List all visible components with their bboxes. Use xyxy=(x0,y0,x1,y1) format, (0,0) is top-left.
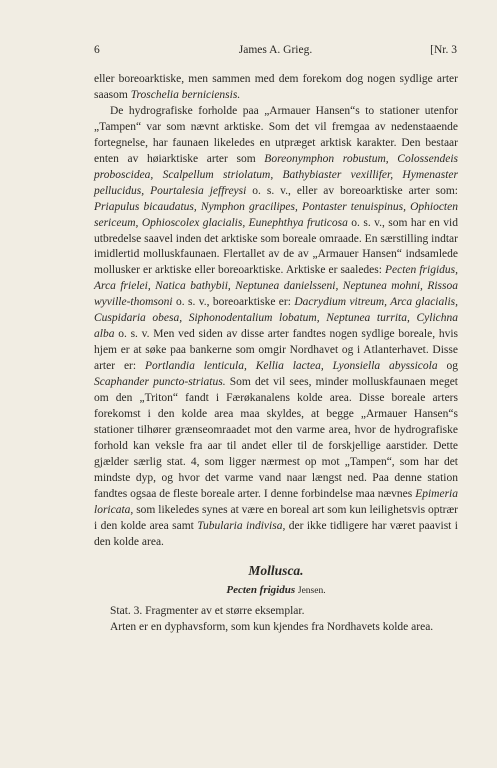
italic-taxon-run: Troschelia berniciensis. xyxy=(130,88,241,101)
text-run: o. s. v., som har en vid utbredelse saavel inden det arktiske som boreale omraade. En særstilling indtar imidlertid molluskfaunaen. Flertallet av de av „Armauer Hansen“ indsamlede mollusker er arktiske eller boreoarktiske. Arktiske er saaledes: xyxy=(94,216,458,277)
paragraph-1 xyxy=(94,72,458,104)
body-text xyxy=(94,72,458,636)
page-number: 6 xyxy=(94,44,100,56)
text-run: o. s. v., boreoarktiske er: xyxy=(172,296,295,309)
text-run: o. s. v. Men ved siden av disse arter fandtes nogen sydlige boreale, hvis hjem er at søke paa bankerne som omgir Nordhavet og i Atlanterhavet. Disse arter er: xyxy=(94,328,458,373)
species-heading xyxy=(94,583,458,598)
text-run: eller boreoarktiske, men sammen med dem forekom dog nogen sydlige arter saasom xyxy=(94,73,458,101)
species-name: Pecten frigidus xyxy=(226,583,296,596)
italic-taxon-run: Epimeria loricata, xyxy=(94,487,458,516)
italic-taxon-run: Tubularia indivisa, xyxy=(197,519,286,532)
text-run: som likeledes synes at være en boreal art som kun leilighetsvis optrær i den kolde area samt xyxy=(94,503,458,532)
text-run: o. s. v., eller av boreoarktiske arter som: xyxy=(246,184,458,197)
italic-taxon-run: Priapulus bicaudatus, Nymphon gracilipes, Pontaster tenuispinus, Ophiocten sericeum, Ophioscolex glacialis, Eunephthya fruticosa xyxy=(94,200,458,229)
species-author: Jensen. xyxy=(297,585,326,596)
italic-taxon-run: Boreonymphon robustum, Colossendeis proboscidea, Scalpellum striolatum, Bathybiaster vexillifer, Hymenaster pellucidus, Pourtalesia jeffreysi xyxy=(94,152,459,197)
paragraph-2 xyxy=(94,104,458,551)
italic-taxon-run: Dacrydium vitreum, Arca glacialis, Cuspidaria obesa, Siphonodentalium lobatum, Neptunea turrita, Cylichna alba xyxy=(94,296,458,341)
text-run: De hydrografiske forholde paa „Armauer Hansen“s to stationer utenfor „Tampen“ var som nævnt arktiske. Som det vil fremgaa av nedenstaaende fortegnelse, har faunaen likeledes en utpræget arktisk karakter. Den bestaar enten av høiarktiske arter som xyxy=(94,104,458,165)
italic-taxon-run: Scaphander puncto-striatus. xyxy=(94,376,226,389)
running-header xyxy=(94,44,457,60)
running-title: James A. Grieg. xyxy=(238,44,313,56)
italic-taxon-run: Pecten frigidus, Arca frielei, Natica bathybii, Neptunea danielsseni, Neptunea mohni, Rissoa wyville-thomsoni xyxy=(94,264,458,309)
series-number: [Nr. 3 xyxy=(430,44,457,56)
section-title: Mollusca. xyxy=(248,562,304,578)
text-run: og xyxy=(437,360,459,373)
italic-taxon-run: Portlandia lenticula, Kellia lactea, Lyonsiella abyssicola xyxy=(144,360,438,373)
station-line: Stat. 3. Fragmenter av et større eksemplar. xyxy=(110,604,305,617)
text-run: der ikke tidligere har været paavist i den kolde area. xyxy=(94,519,458,548)
text-run: Som det vil sees, minder molluskfaunaen meget om den „Triton“ fandt i Færøkanalens kolde area. Disse boreale arters forekomst i den kolde area maa skyldes, at begge „Armauer Hansen“s stationer tilhører grænseomraadet mot den varme area, hvor de hydrografiske forhold kan veksle fra aar til andet eller til de forskjellige aarstider. Dette gjælder særlig stat. 4, som ligger nærmest op mot „Tampen“, som har det mindste dyp, og hvor det varme vand naar længst ned. Paa denne station fandtes ogsaa de fleste boreale arter. I denne forbindelse maa nævnes xyxy=(94,376,458,500)
distribution-paragraph: Arten er en dyphavsform, som kun kjendes fra Nordhavets kolde area. xyxy=(110,620,434,633)
